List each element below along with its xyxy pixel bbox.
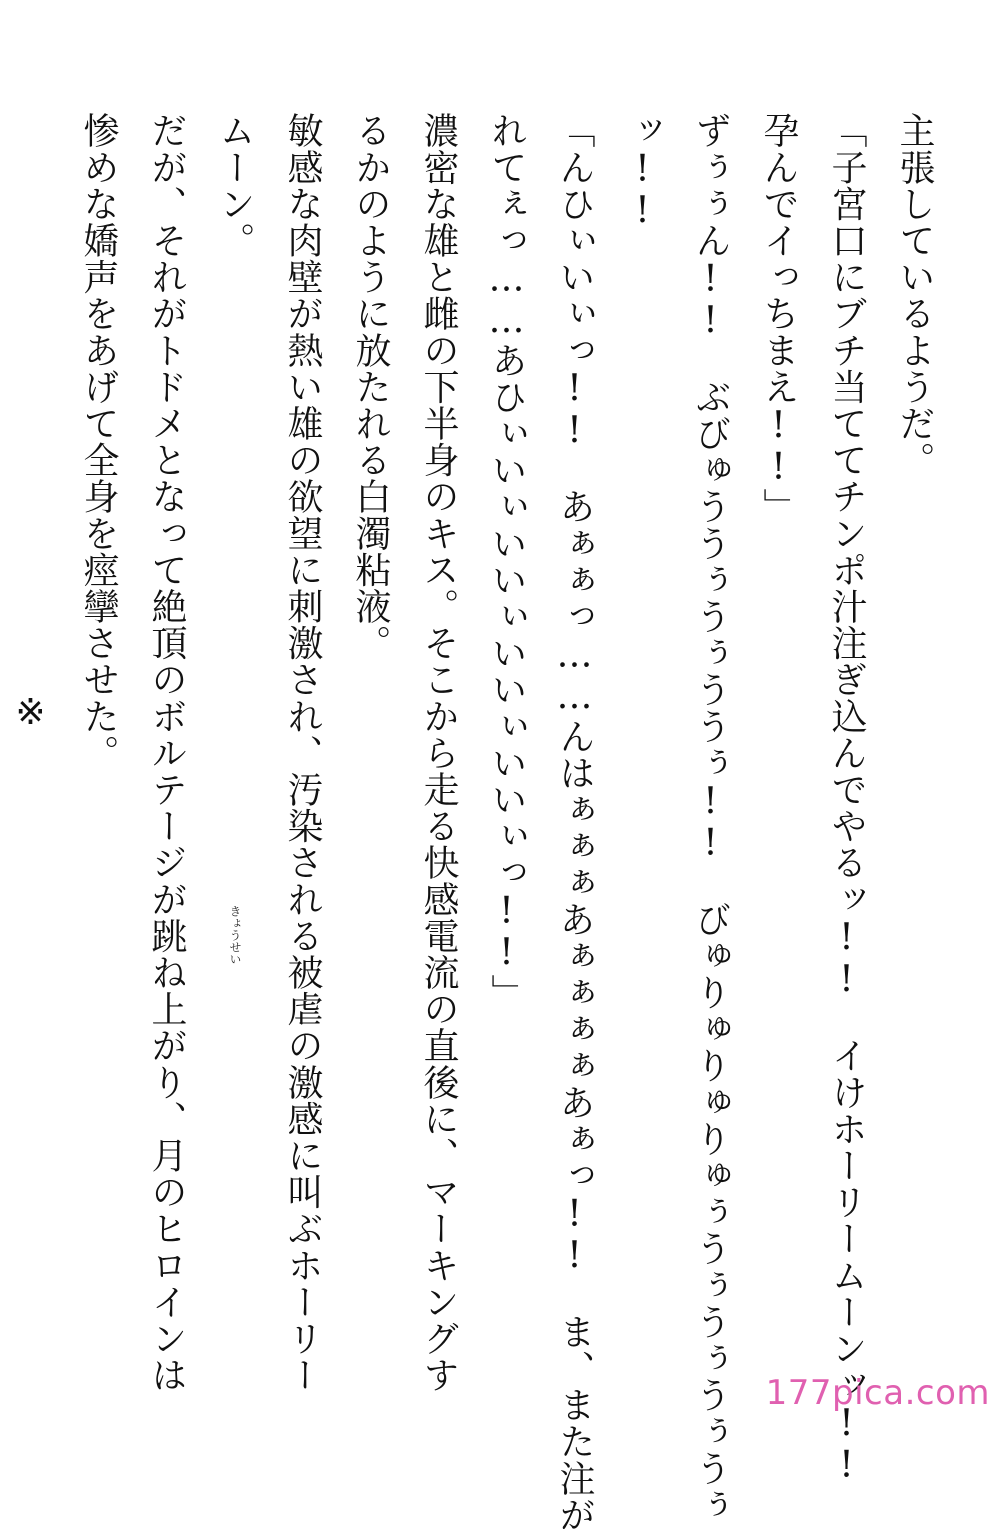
section-break-marker: ※: [10, 692, 51, 734]
text-line: ムーン。: [214, 112, 255, 259]
text-line: 「子宮口にブチ当ててチンポ汁注ぎ込んでやるッ!! イけホーリームーンッ!!: [826, 112, 867, 1487]
text-line: 主張しているようだ。: [894, 112, 935, 478]
text-line: 濃密な雄と雌の下半身のキス。そこから走る快感電流の直後に、マーキングす: [418, 112, 459, 1393]
text-line: ずぅぅん!! ぶびゅううぅうぅううぅ!! びゅりゅりゅりゅぅうぅうぅうぅうぅ: [690, 112, 731, 1523]
text-line: 「んひぃいぃっ!! あぁぁっ……んはぁぁぁあぁぁぁぁあぁっ!! ま、また注が: [554, 112, 595, 1533]
text-line: ッ!!: [622, 112, 663, 232]
ruby-annotation: きょうせい: [228, 905, 242, 965]
text-line: るかのように放たれる白濁粘液。: [350, 112, 391, 661]
watermark-logo: 177pica.com: [765, 1373, 990, 1413]
text-line: だが、それがトドメとなって絶頂のボルテージが跳ね上がり、月のヒロインは: [146, 112, 187, 1393]
text-line: 孕んでイっちまえ!!」: [758, 112, 799, 525]
text-line: 惨めな嬌声をあげて全身を痙攣させた。: [78, 112, 119, 771]
text-line: れてぇっ……あひぃいぃいいぃいいぃいいぃっ!!」: [486, 112, 527, 1011]
text-line: 敏感な肉壁が熱い雄の欲望に刺激され、汚染される被虐の激感に叫ぶホーリー: [282, 112, 323, 1393]
